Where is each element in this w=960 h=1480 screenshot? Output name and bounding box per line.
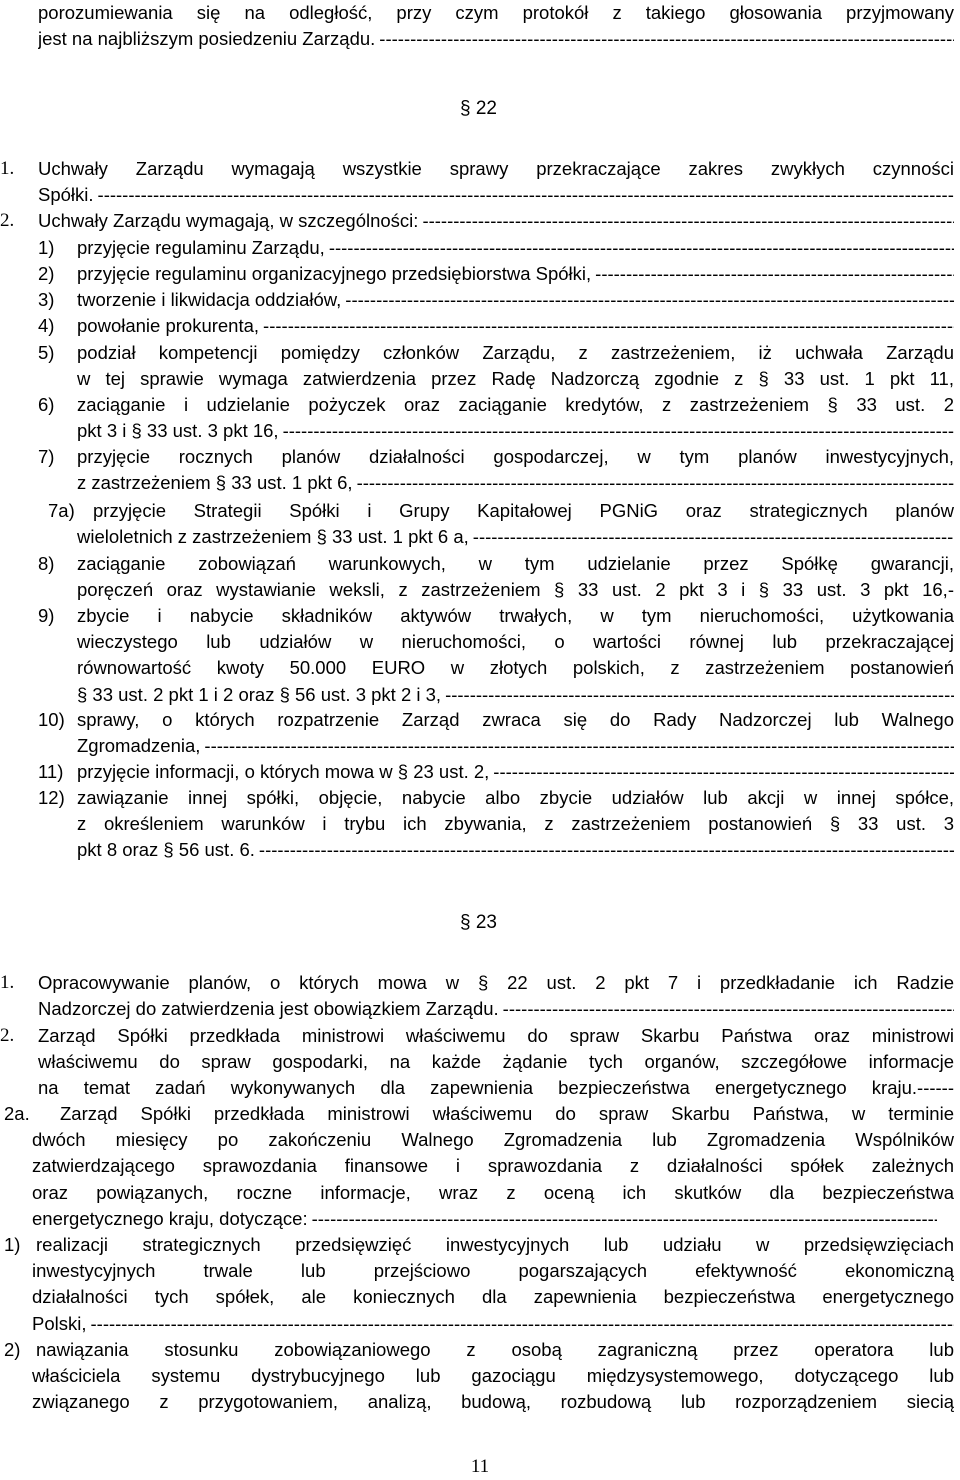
text-line: nawiązania stosunku zobowiązaniowego z osobą zagraniczną przez operatora lub [36, 1339, 954, 1360]
list-item [77, 235, 954, 261]
item-number: 8) [38, 553, 55, 574]
list-item [77, 287, 954, 313]
paragraph-number: 1. [0, 158, 15, 179]
text-line: właściciela systemu dystrybucyjnego lub gazociągu międzysystemowego, dotyczącego lub [32, 1365, 954, 1387]
text-line: przyjęcie Strategii Spółki i Grupy Kapitałowej PGNiG oraz strategicznych planów [93, 500, 954, 521]
list-item-continuation [77, 524, 954, 550]
paragraph-number: 2a. [4, 1103, 30, 1124]
text-line: Nadzorczej do zatwierdzenia jest obowiązkiem Zarządu. ----- [38, 996, 954, 1022]
list-item [32, 1337, 954, 1416]
text-line: związanego z przygotowaniem, analizą, budową, rozbudową lub rozporządzeniem siecią [32, 1391, 954, 1413]
list-item [93, 498, 954, 524]
text-line: inwestycyjnych trwale lub przejściowo pogarszających efektywność ekonomiczną [32, 1260, 954, 1282]
text-line: poręczeń oraz wystawianie weksli, z zastrzeżeniem § 33 ust. 2 pkt 3 i § 33 ust. 3 pkt 16,- [77, 579, 954, 601]
list-item [77, 759, 954, 785]
text-line: zbycie i nabycie składników aktywów trwałych, w tym nieruchomości, użytkowania [77, 605, 954, 626]
text-line: Uchwały Zarządu wymagają wszystkie sprawy przekraczające zakres zwykłych czynności [38, 158, 954, 179]
text-line: realizacji strategicznych przedsięwzięć inwestycyjnych lub udziału w przedsięwzięciach [36, 1234, 954, 1255]
list-item [77, 340, 954, 392]
text-line: pkt 8 oraz § 56 ust. 6. ----- [77, 837, 954, 863]
text-line: z zastrzeżeniem § 33 ust. 1 pkt 6, ----- [77, 470, 954, 496]
text-line: pkt 3 i § 33 ust. 3 pkt 16, ----- [77, 418, 954, 444]
item-number: 12) [38, 787, 65, 808]
item-number: 10) [38, 709, 65, 730]
text-line: zaciąganie i udzielanie pożyczek oraz zaciąganie kredytów, z zastrzeżeniem § 33 ust. 2 [77, 394, 954, 415]
item-number: 3) [38, 289, 55, 310]
list-item [77, 392, 954, 444]
text-line: z określeniem warunków i trybu ich zbywania, z zastrzeżeniem postanowień § 33 ust. 3 [77, 813, 954, 835]
sec22-paragraph-2 [38, 208, 954, 234]
text-line: tworzenie i likwidacja oddziałów, ----- [77, 287, 954, 313]
text-line: Polski, ----- [32, 1311, 954, 1337]
text-line: podział kompetencji pomiędzy członków Zarządu, z zastrzeżeniem, iż uchwała Zarządu [77, 342, 954, 363]
text-line: Spółki. ----- [38, 182, 954, 208]
text-line: wieczystego lub udziałów w nieruchomości, o wartości równej lub przekraczającej [77, 631, 954, 653]
text-line: § 33 ust. 2 pkt 1 i 2 oraz § 56 ust. 3 pkt 2 i 3, ----- [77, 682, 954, 708]
text-line: sprawy, o których rozpatrzenie Zarząd zwraca się do Rady Nadzorczej lub Walnego [77, 709, 954, 730]
item-number: 6) [38, 394, 55, 415]
paragraph-number: 1. [0, 972, 15, 993]
text-line: zatwierdzającego sprawozdania finansowe i sprawozdania z działalności spółek zależnych [32, 1155, 954, 1177]
item-number: 1) [38, 237, 55, 258]
text-line: w tej sprawie wymaga zatwierdzenia przez Radę Nadzorczą zgodnie z § 33 ust. 1 pkt 11, [77, 368, 954, 390]
sec22-paragraph-1 [38, 156, 954, 208]
text-line: przyjęcie regulaminu organizacyjnego przedsiębiorstwa Spółki, ----- [77, 261, 954, 287]
list-item [77, 707, 954, 759]
text-line: działalności tych spółek, ale koniecznych dla zapewnienia bezpieczeństwa energetycznego [32, 1286, 954, 1308]
text-line: wieloletnich z zastrzeżeniem § 33 ust. 1 pkt 6 a, ----- [77, 524, 954, 550]
text-line: równowartość kwoty 50.000 EURO w złotych polskich, z zastrzeżeniem postanowień [77, 657, 954, 679]
list-item [77, 313, 954, 339]
item-number: 5) [38, 342, 55, 363]
list-item [32, 1232, 954, 1337]
item-number: 9) [38, 605, 55, 626]
text-line: właściwemu do spraw gospodarki, na każde żądanie tych organów, szczegółowe informacje [38, 1051, 954, 1073]
list-item [77, 551, 954, 603]
item-number: 2) [4, 1339, 21, 1360]
item-number: 1) [4, 1234, 21, 1255]
item-number: 11) [38, 761, 64, 782]
text-line: zaciąganie zobowiązań warunkowych, w tym udzielanie przez Spółkę gwarancji, [77, 553, 954, 574]
text-line: jest na najbliższym posiedzeniu Zarządu. ----- [38, 26, 954, 52]
intro-paragraph [38, 0, 954, 52]
text-line: na temat zadań wykonywanych dla zapewnienia bezpieczeństwa energetycznego kraju.------ [38, 1077, 954, 1099]
item-number: 2) [38, 263, 55, 284]
text-line: energetycznego kraju, dotyczące: ----- [32, 1206, 937, 1232]
text-line: Opracowywanie planów, o których mowa w § 22 ust. 2 pkt 7 i przedkładanie ich Radzie [38, 972, 954, 993]
page-number: 11 [470, 1456, 490, 1477]
section-23-heading: § 23 [460, 912, 497, 933]
text-line: Zgromadzenia, ----- [77, 733, 954, 759]
text-line: Zarząd Spółki przedkłada ministrowi właściwemu do spraw Skarbu Państwa oraz ministrowi [38, 1025, 954, 1046]
list-item [77, 785, 954, 864]
text-line: oraz powiązanych, roczne informacje, wraz z oceną ich skutków dla bezpieczeństwa [32, 1181, 954, 1203]
text-line: przyjęcie regulaminu Zarządu, ----- [77, 235, 954, 261]
text-line: powołanie prokurenta, ----- [77, 313, 954, 339]
paragraph-number: 2. [0, 210, 15, 231]
text-line: przyjęcie rocznych planów działalności gospodarczej, w tym planów inwestycyjnych, [77, 446, 954, 467]
item-number: 7) [38, 446, 55, 467]
item-number: 7a) [48, 500, 75, 521]
sec23-paragraph-2 [38, 1023, 954, 1102]
text-line: dwóch miesięcy po zakończeniu Walnego Zgromadzenia lub Zgromadzenia Wspólników [32, 1129, 954, 1151]
list-item [77, 603, 954, 708]
sec23-paragraph-2a [32, 1101, 954, 1232]
sec23-paragraph-1 [38, 970, 954, 1022]
item-number: 4) [38, 315, 55, 336]
list-item [77, 261, 954, 287]
text-line: porozumiewania się na odległość, przy czym protokół z takiego głosowania przyjmowany [38, 2, 954, 23]
text-line: przyjęcie informacji, o których mowa w § 23 ust. 2, ----- [77, 759, 954, 785]
text-line: Zarząd Spółki przedkłada ministrowi właściwemu do spraw Skarbu Państwa, w terminie [60, 1103, 954, 1124]
section-22-heading: § 22 [460, 98, 497, 119]
text-line: Uchwały Zarządu wymagają, w szczególności: ----- [38, 208, 954, 234]
list-item [77, 444, 954, 496]
text-line: zawiązanie innej spółki, objęcie, nabycie albo zbycie udziałów lub akcji w innej spółce, [77, 787, 954, 808]
paragraph-number: 2. [0, 1025, 15, 1046]
